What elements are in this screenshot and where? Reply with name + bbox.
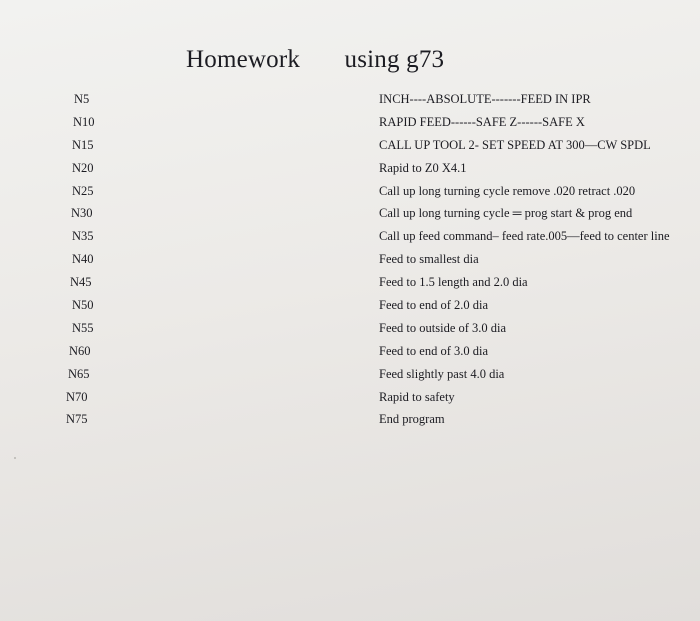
line-number: N60 [69,343,91,358]
program-line [0,412,700,435]
line-description: INCH----ABSOLUTE-------FEED IN IPR [379,92,591,106]
program-line [0,367,700,390]
program-line [0,92,700,115]
program-line [0,344,700,367]
line-number: N10 [73,114,95,129]
program-line [0,321,700,344]
program-listing [0,92,700,435]
program-line [0,184,700,207]
line-description: CALL UP TOOL 2- SET SPEED AT 300—CW SPDL [379,137,651,152]
line-number: N45 [70,275,92,290]
line-number: N55 [72,320,94,335]
line-description: Rapid to Z0 X4.1 [379,160,467,175]
program-line [0,229,700,252]
program-line [0,206,700,229]
line-number: N30 [71,206,93,221]
program-line [0,161,700,184]
line-number: N20 [72,160,94,175]
line-number: N70 [66,389,88,404]
line-description: Call up feed command– feed rate.005—feed to center line [379,229,670,244]
title-using-g73: using g73 [344,46,445,73]
line-number: N65 [68,366,90,381]
program-line [0,275,700,298]
line-description: End program [379,412,445,427]
line-number: N40 [72,252,94,267]
line-number: N15 [72,137,94,152]
line-description: Rapid to safety [379,389,455,404]
program-line [0,115,700,138]
line-number: N35 [72,229,94,244]
line-description: Feed to end of 3.0 dia [379,343,489,358]
line-description: Feed to smallest dia [379,252,479,267]
program-line [0,390,700,413]
line-description: Feed to end of 2.0 dia [379,298,489,313]
line-number: N50 [72,298,94,313]
line-description: Call up long turning cycle remove .020 retract .020 [379,183,636,198]
title-homework: Homework [186,46,301,73]
line-number: N25 [72,183,94,198]
line-description: RAPID FEED------SAFE Z------SAFE X [379,114,585,129]
line-description: Feed to outside of 3.0 dia [379,320,507,335]
line-description: Feed to 1.5 length and 2.0 dia [379,275,528,290]
program-line [0,298,700,321]
program-line [0,252,700,275]
line-number: N75 [66,412,88,427]
line-number: N5 [74,92,90,106]
line-description: Feed slightly past 4.0 dia [379,366,505,381]
page-title [186,46,444,74]
paper-speck [14,457,16,459]
program-line [0,138,700,161]
line-description: Call up long turning cycle ═ prog start & prog end [379,206,633,221]
